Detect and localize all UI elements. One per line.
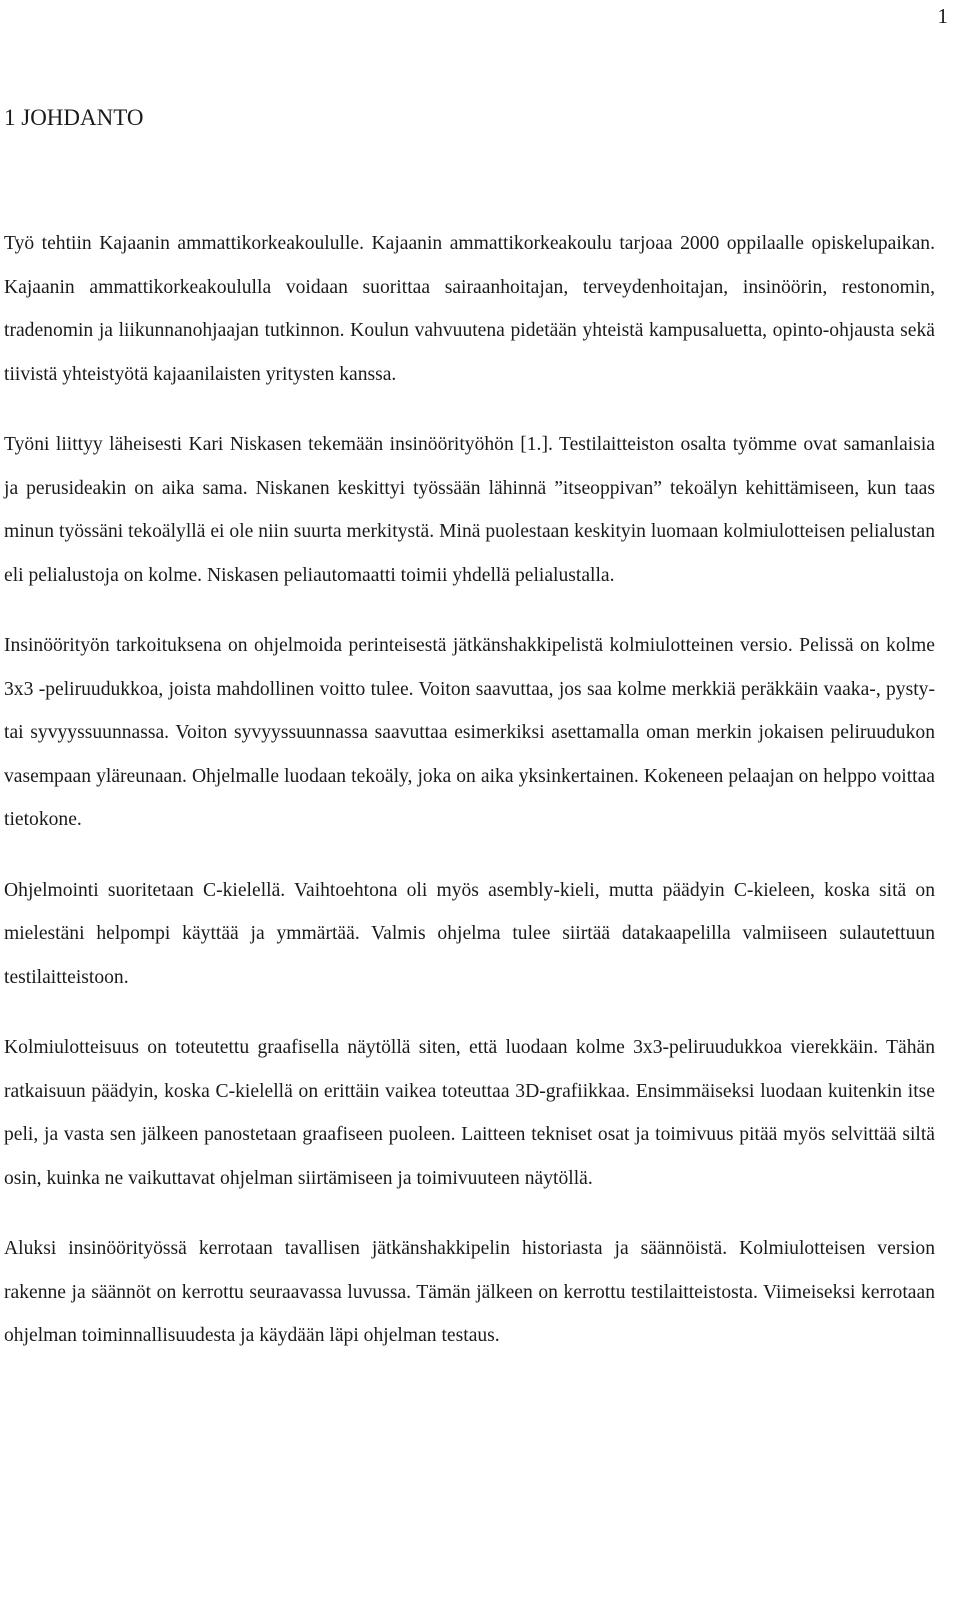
paragraph-programming-language: Ohjelmointi suoritetaan C-kielellä. Vaihtoehtona oli myös asembly-kieli, mutta päädyin C-kieleen, koska sitä on mielestäni helpompi käyttää ja ymmärtää. Valmis ohjelma tulee siirtää datakaapelilla valmiiseen sulautettuun testilaitteistoon.	[4, 879, 935, 988]
page-number: 1	[937, 4, 948, 28]
paragraph-three-dimensionality: Kolmiulotteisuus on toteutettu graafisella näytöllä siten, että luodaan kolme 3x3-peliruudukkoa vierekkäin. Tähän ratkaisuun päädyin, koska C-kielellä on erittäin vaikea toteuttaa 3D-grafiikkaa. Ensimmäiseksi luodaan kuitenkin itse peli, ja vasta sen jälkeen panostetaan graafiseen puoleen. Laitteen tekniset osat ja toimivuus pitää myös selvittää siltä osin, kuinka ne vaikuttavat ohjelman siirtämiseen ja toimivuuteen näytöllä.	[4, 1037, 935, 1189]
body-text	[4, 222, 935, 1385]
paragraph-school-intro: Työ tehtiin Kajaanin ammattikorkeakoululle. Kajaanin ammattikorkeakoulu tarjoaa 2000 oppilaalle opiskelupaikan. Kajaanin ammattikorkeakoululla voidaan suorittaa sairaanhoitajan, terveydenhoitajan, insinöörin, restonomin, tradenomin ja liikunnanohjaajan tutkinnon. Koulun vahvuutena pidetään yhteistä kampusaluetta, opinto-ohjausta sekä tiivistä yhteistyötä kajaanilaisten yritysten kanssa.	[4, 233, 935, 385]
paragraph-purpose: Insinöörityön tarkoituksena on ohjelmoida perinteisestä jätkänshakkipelistä kolmiulotteinen versio. Pelissä on kolme 3x3 -peliruudukkoa, joista mahdollinen voitto tulee. Voiton saavuttaa, jos saa kolme merkkiä peräkkäin vaaka-, pysty- tai syvyyssuunnassa. Voiton syvyyssuunnassa saavuttaa esimerkiksi asettamalla oman merkin jokaisen peliruudukon vasempaan yläreunaan. Ohjelmalle luodaan tekoäly, joka on aika yksinkertainen. Kokeneen pelaajan on helppo voittaa tietokone.	[4, 635, 935, 830]
chapter-heading: 1 JOHDANTO	[4, 105, 144, 130]
paragraph-related-work: Työni liittyy läheisesti Kari Niskasen tekemään insinöörityöhön [1.]. Testilaitteiston osalta työmme ovat samanlaisia ja perusideakin on aika sama. Niskanen keskittyi työssään lähinnä ”itseoppivan” tekoälyn kehittämiseen, kun taas minun työssäni tekoälyllä ei ole niin suurta merkitystä. Minä puolestaan keskityin luomaan kolmiulotteisen pelialustan eli pelialustoja on kolme. Niskasen peliautomaatti toimii yhdellä pelialustalla.	[4, 434, 935, 586]
paragraph-structure-overview: Aluksi insinöörityössä kerrotaan tavallisen jätkänshakkipelin historiasta ja säännöistä. Kolmiulotteisen version rakenne ja säännöt on kerrottu seuraavassa luvussa. Tämän jälkeen on kerrottu testilaitteistosta. Viimeiseksi kerrotaan ohjelman toiminnallisuudesta ja käydään läpi ohjelman testaus.	[4, 1238, 935, 1346]
